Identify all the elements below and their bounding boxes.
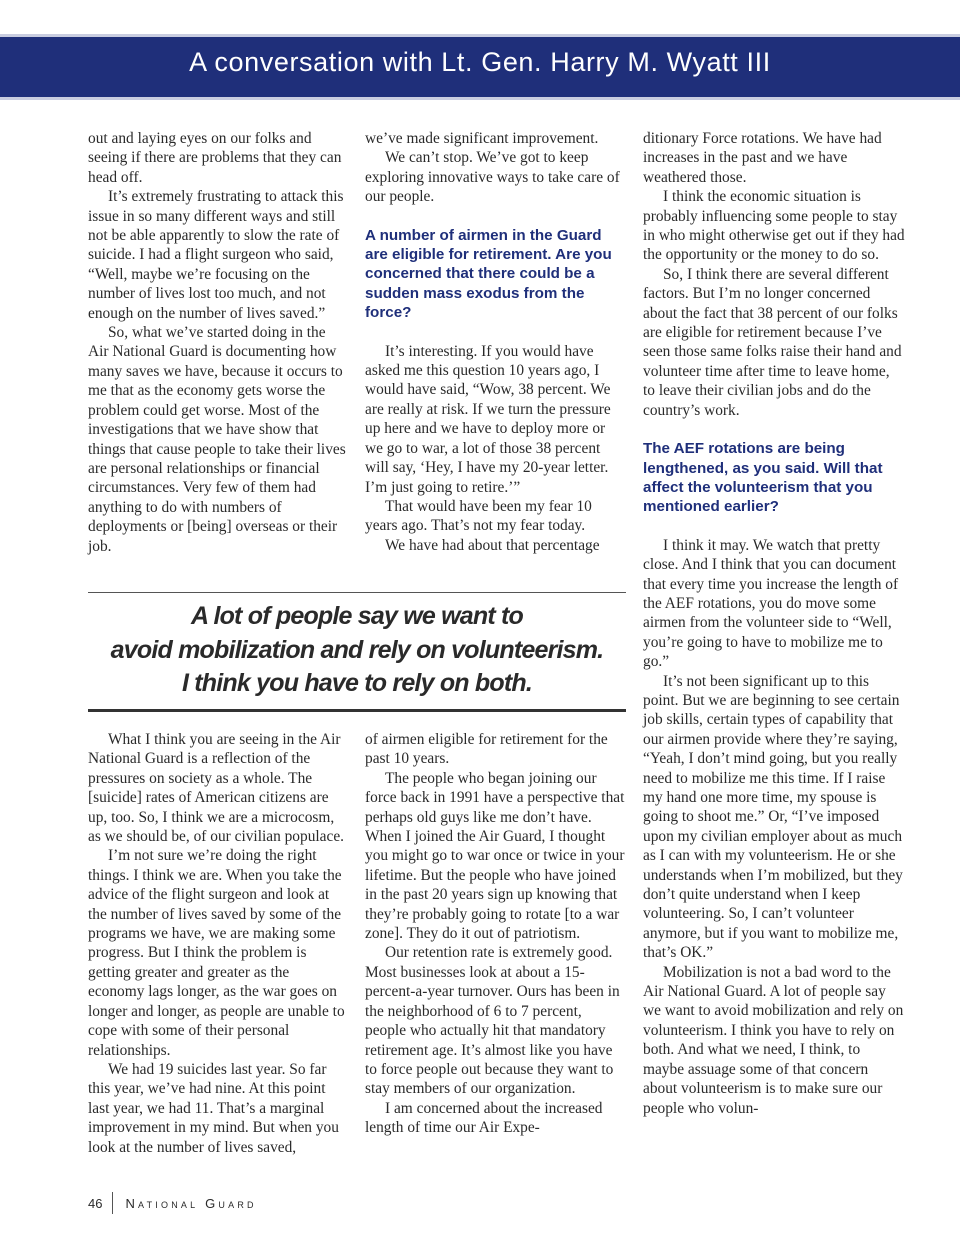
body-paragraph: Our retention rate is extremely good. Most businesses look at about a 15-percent-a-year turnover. Ours has been in the neighborhood of 6 to 7 percent, people who actually hit that mandatory retirement age. It’s almost like you have to force people out because they want to stay members of our organization. — [365, 944, 620, 1098]
body-paragraph: we’ve made significant improvement. — [365, 130, 599, 147]
pull-quote-line: A lot of people say we want to — [190, 602, 524, 630]
body-paragraph: I think it may. We watch that pretty close. And I think that you can document that every time you increase the length of the AEF rotations, you do move some airmen from the volunteer side to “Well, you’re going to have to mobilize me to go.” — [643, 536, 899, 671]
body-paragraph: So, I think there are several different factors. But I’m no longer concerned about the fact that 38 percent of our folks are eligible for retirement because I’ve seen those same folks raise their hand and volunteer time after time to leave home, to leave their civilian jobs and do the country’s work. — [643, 265, 902, 419]
column-4 — [88, 730, 346, 1157]
body-paragraph: That would have been my fear 10 years ago. That’s not my fear today. — [365, 497, 592, 535]
article-title: A conversation with Lt. Gen. Harry M. Wyatt III — [189, 47, 771, 77]
body-paragraph: What I think you are seeing in the Air National Guard is a reflection of the pressures on society as a whole. The [suicide] rates of American citizens are up, too. So, I think we are a microcosm, as we should be, of our civilian populace. — [88, 731, 345, 846]
page-footer — [88, 1192, 257, 1214]
page-number: 46 — [88, 1195, 103, 1211]
pull-quote-line: avoid mobilization and rely on volunteerism. — [110, 635, 604, 664]
body-paragraph: of airmen eligible for retirement for the past 10 years. — [365, 731, 608, 768]
column-3 — [643, 129, 905, 1118]
title-banner — [0, 34, 960, 100]
body-paragraph: The people who began joining our force back in 1991 have a perspective that perhaps old guys like me don’t have. When I joined the Air Guard, I thought you might go to war once or twice in your lifetime. But the people who have joined in the past 20 years sign up knowing that they’re probably going to rotate [to a war zone]. They do it out of patriotism. — [365, 769, 625, 943]
body-paragraph: It’s extremely frustrating to attack this issue in so many different ways and still not be able apparently to slow the rate of suicide. I had a flight surgeon who said, “Well, maybe we’re focusing on the number of lives lost too much, and not enough on the number of lives saved.” — [88, 188, 344, 322]
body-paragraph: Mobilization is not a bad word to the Air National Guard. A lot of people say we want to avoid mobilization and rely on volunteerism. I think you have to rely on both. And what we need, I think, to maybe assuage some of that concern about volunteerism is to make sure our people who volun- — [643, 963, 904, 1117]
column-5 — [365, 730, 625, 1138]
interview-question: A number of airmen in the Guard are eligible for retirement. Are you concerned that there could be a sudden mass exodus from the force? — [365, 226, 612, 322]
body-paragraph: out and laying eyes on our folks and seeing if there are problems that they can head off. — [88, 130, 342, 186]
body-paragraph: It’s interesting. If you would have asked me this question 10 years ago, I would have said, “Wow, 38 percent. We are really at risk. If we turn the pressure up here and we have to deploy more or we go to war, a lot of those 38 percent will say, ‘Hey, I have my 20-year letter. I’m just going to retire.’” — [365, 342, 611, 496]
body-paragraph: We had 19 suicides last year. So far this year, we’ve had nine. At this point last year, we had 11. That’s a marginal improvement in my mind. But when you look at the number of lives saved, — [88, 1060, 339, 1156]
pull-quote — [88, 600, 626, 701]
body-paragraph: I am concerned about the increased length of time our Air Expe- — [365, 1099, 603, 1137]
column-1 — [88, 129, 346, 556]
body-paragraph: I’m not sure we’re doing the right things. I think we are. When you take the advice of the flight surgeon and look at the number of lives saved by some of the programs we have, we are making some progress. But I think the problem is getting greater and greater as the economy lags longer, as the war goes on longer and longer, as people are unable to cope with some of their personal relationships. — [88, 847, 345, 1059]
body-paragraph: It’s not been significant up to this point. But we are beginning to see certain job skills, certain types of capability that our airmen provide where they’re saying, “Yeah, I don’t mind going, but you really need to mobilize me this time. If I raise my hand one more time, my spouse is going to shoot me.” Or, “I’ve imposed upon my civilian employer about as much as I can with my volunteerism. He or she understands when I’m mobilized, but they don’t quite understand when I keep volunteering. So, I can’t volunteer anymore, but if you want to mobilize me, that’s OK.” — [643, 672, 903, 962]
interview-question: The AEF rotations are being lengthened, as you said. Will that affect the volunteerism that you mentioned earlier? — [643, 440, 883, 516]
body-paragraph: I think the economic situation is probably influencing some people to stay in who might otherwise get out if they had the opportunity or the money to do so. — [643, 188, 905, 264]
body-paragraph: ditionary Force rotations. We have had increases in the past and we have weathered those. — [643, 130, 882, 186]
body-paragraph: We have had about that percentage — [385, 536, 600, 554]
column-2 — [365, 129, 625, 555]
pull-quote-line: I think you have to rely on both. — [181, 669, 533, 697]
pull-quote-bottom-rule — [88, 709, 626, 712]
body-paragraph: So, what we’ve started doing in the Air National Guard is documenting how many saves we have, because it occurs to me that as the economy gets worse the problem could get worse. Most of the investigations that we have show that things that cause people to take their lives are personal relationships or financial circumstances. Very few of them had anything to do with numbers of deployments or [being] overseas or their job. — [88, 324, 346, 555]
body-paragraph: We can’t stop. We’ve got to keep exploring innovative ways to take care of our people. — [365, 149, 620, 206]
publication-name: National Guard — [125, 1195, 257, 1211]
pull-quote-top-rule — [88, 592, 626, 593]
footer-divider — [112, 1192, 113, 1214]
